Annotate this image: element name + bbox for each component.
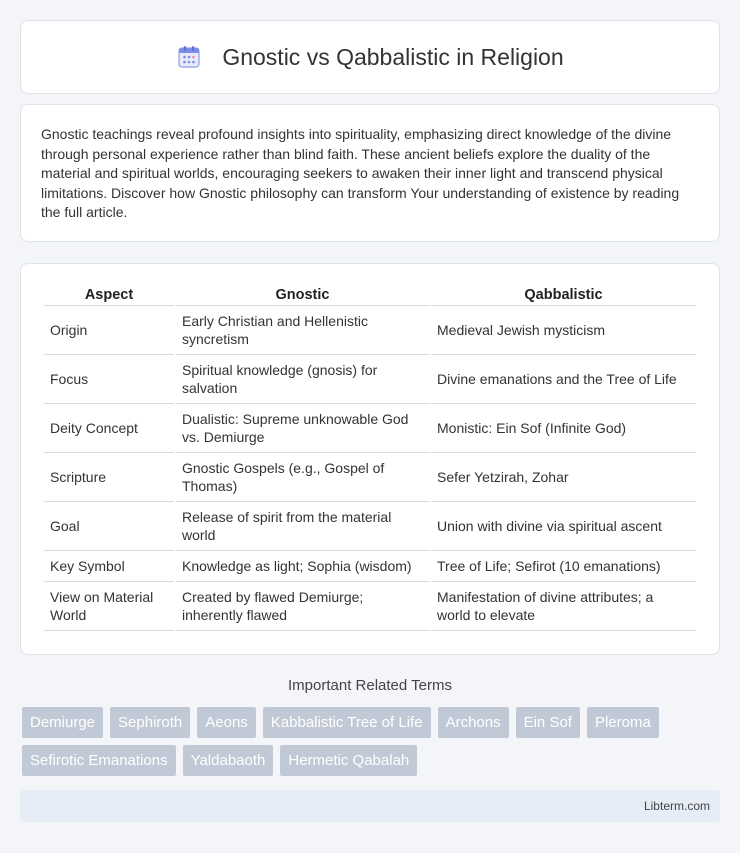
comparison-table (42, 284, 698, 631)
comparison-table-card (20, 263, 720, 655)
tag-kabbalistic-tree-of-life[interactable]: Kabbalistic Tree of Life (263, 707, 431, 738)
tag-aeons[interactable]: Aeons (197, 707, 256, 738)
related-terms-title: Important Related Terms (288, 677, 452, 694)
table-row (44, 551, 696, 582)
tag-hermetic-qabalah[interactable]: Hermetic Qabalah (280, 745, 417, 776)
cell-gnostic: Release of spirit from the material world (176, 502, 429, 551)
header-aspect: Aspect (44, 284, 174, 306)
intro-text: Gnostic teachings reveal profound insights into spirituality, emphasizing direct knowledge of the divine through personal experience rather than blind faith. These ancient beliefs explore the duality of the material and spiritual worlds, encouraging seekers to awaken their inner light and transcend physical limitations. Discover how Gnostic philosophy can transform Your understanding of existence by reading the full article. (41, 126, 680, 220)
cell-gnostic: Gnostic Gospels (e.g., Gospel of Thomas) (176, 453, 429, 502)
tag-demiurge[interactable]: Demiurge (22, 707, 103, 738)
table-row (44, 355, 696, 404)
header-gnostic: Gnostic (176, 284, 429, 306)
cell-gnostic: Created by flawed Demiurge; inherently flawed (176, 582, 429, 631)
cell-aspect: View on Material World (44, 582, 174, 631)
tag-sefirotic-emanations[interactable]: Sefirotic Emanations (22, 745, 176, 776)
tag-pleroma[interactable]: Pleroma (587, 707, 659, 738)
cell-aspect: Key Symbol (44, 551, 174, 582)
cell-gnostic: Early Christian and Hellenistic syncretism (176, 306, 429, 355)
cell-qabbalistic: Union with divine via spiritual ascent (431, 502, 696, 551)
cell-aspect: Deity Concept (44, 404, 174, 453)
cell-qabbalistic: Sefer Yetzirah, Zohar (431, 453, 696, 502)
title-card (20, 20, 720, 94)
cell-qabbalistic: Manifestation of divine attributes; a world to elevate (431, 582, 696, 631)
tag-archons[interactable]: Archons (438, 707, 509, 738)
cell-aspect: Goal (44, 502, 174, 551)
footer (20, 790, 720, 822)
cell-qabbalistic: Tree of Life; Sefirot (10 emanations) (431, 551, 696, 582)
calendar-icon (176, 44, 202, 70)
table-row (44, 502, 696, 551)
tag-yaldabaoth[interactable]: Yaldabaoth (183, 745, 274, 776)
table-row (44, 306, 696, 355)
tag-ein-sof[interactable]: Ein Sof (516, 707, 580, 738)
cell-gnostic: Knowledge as light; Sophia (wisdom) (176, 551, 429, 582)
header-qabbalistic: Qabbalistic (431, 284, 696, 306)
cell-qabbalistic: Medieval Jewish mysticism (431, 306, 696, 355)
tag-sephiroth[interactable]: Sephiroth (110, 707, 190, 738)
cell-aspect: Focus (44, 355, 174, 404)
cell-qabbalistic: Divine emanations and the Tree of Life (431, 355, 696, 404)
cell-gnostic: Dualistic: Supreme unknowable God vs. Demiurge (176, 404, 429, 453)
related-terms-tags (22, 707, 722, 776)
intro-card (20, 104, 720, 242)
table-row (44, 582, 696, 631)
cell-aspect: Origin (44, 306, 174, 355)
page-title: Gnostic vs Qabbalistic in Religion (222, 43, 564, 70)
table-row (44, 404, 696, 453)
cell-aspect: Scripture (44, 453, 174, 502)
cell-qabbalistic: Monistic: Ein Sof (Infinite God) (431, 404, 696, 453)
footer-site-link[interactable]: Libterm.com (643, 799, 710, 813)
cell-gnostic: Spiritual knowledge (gnosis) for salvation (176, 355, 429, 404)
table-header-row (44, 284, 696, 306)
table-row (44, 453, 696, 502)
